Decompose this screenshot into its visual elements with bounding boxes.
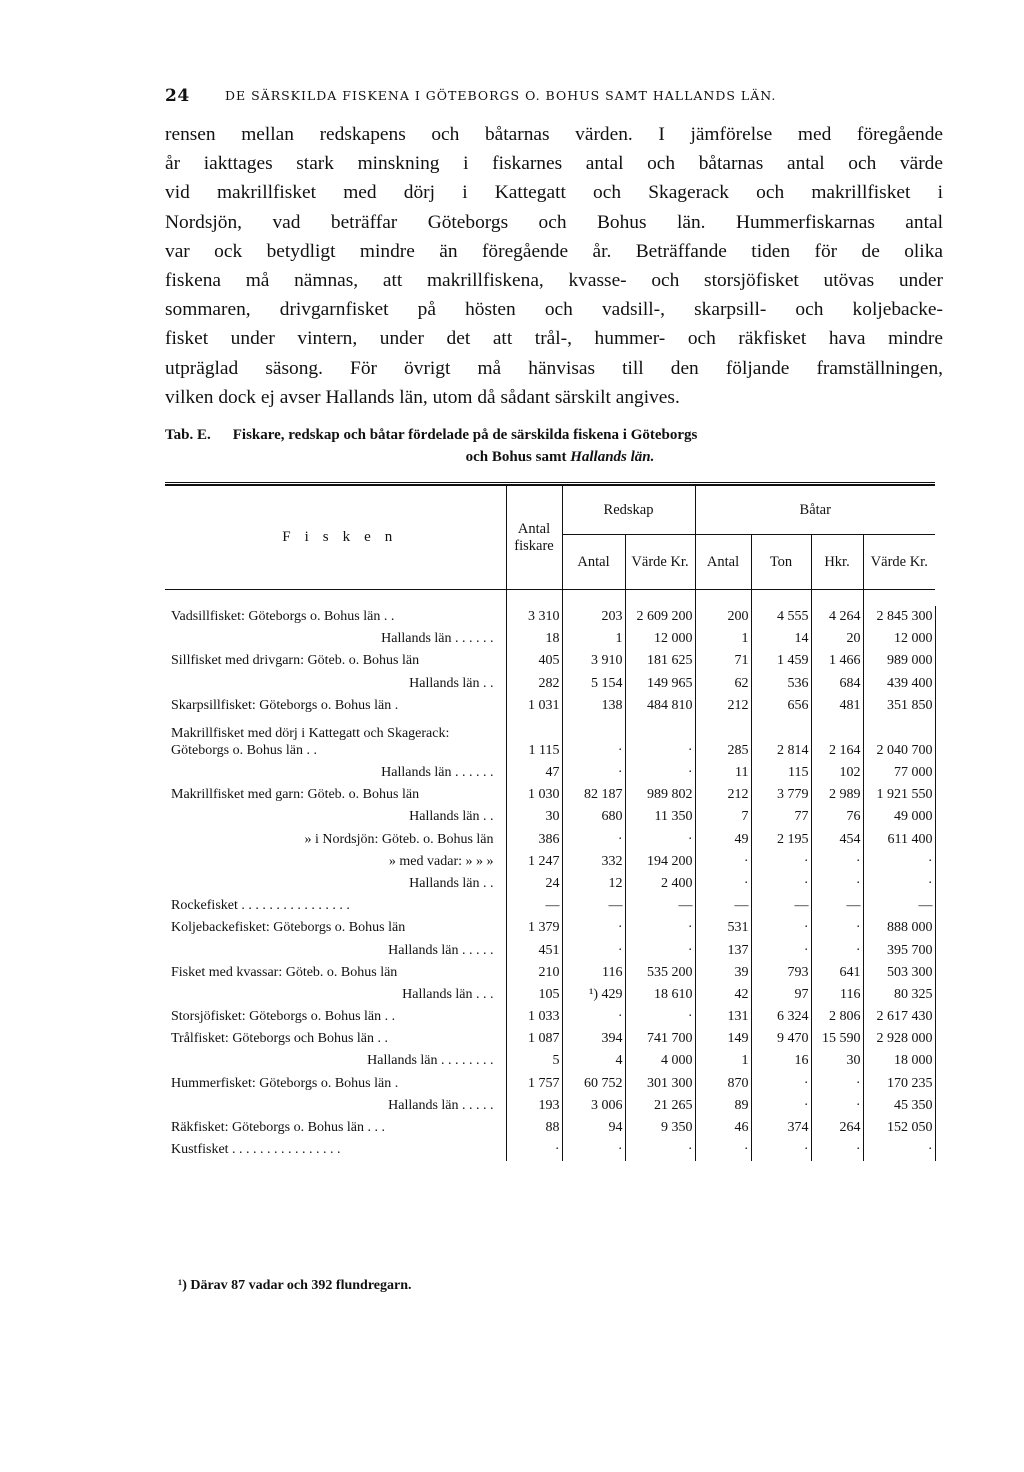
body-line: år iakttages stark minskning i fiskarnes antal och båtarnas antal och värde bbox=[165, 153, 943, 175]
table-cell: 1 459 bbox=[751, 650, 811, 672]
table-cell: — bbox=[751, 895, 811, 917]
table-cell: 80 325 bbox=[863, 984, 935, 1006]
table-cell: 888 000 bbox=[863, 917, 935, 939]
table-cell: 194 200 bbox=[625, 851, 695, 873]
table-cell: 484 810 bbox=[625, 695, 695, 717]
table-cell: 1 247 bbox=[506, 851, 562, 873]
table-cell: · bbox=[625, 829, 695, 851]
table-cell: 1 921 550 bbox=[863, 784, 935, 806]
table-row bbox=[165, 1006, 935, 1028]
table-cell: 374 bbox=[751, 1117, 811, 1139]
table-cell: 11 350 bbox=[625, 806, 695, 828]
table-cell: 5 154 bbox=[562, 673, 625, 695]
table-number: Tab. E. bbox=[165, 427, 211, 443]
table-cell: 47 bbox=[506, 762, 562, 784]
table-cell: 39 bbox=[695, 962, 751, 984]
table-cell: 76 bbox=[811, 806, 863, 828]
table-cell: 3 310 bbox=[506, 606, 562, 628]
table-cell: · bbox=[625, 717, 695, 762]
table-row bbox=[165, 984, 935, 1006]
table-cell: 137 bbox=[695, 939, 751, 961]
table-cell: 3 779 bbox=[751, 784, 811, 806]
table-cell: 193 bbox=[506, 1095, 562, 1117]
table-caption bbox=[165, 424, 955, 468]
header-batar-ton: Ton bbox=[751, 535, 811, 590]
table-cell: 77 bbox=[751, 806, 811, 828]
row-label: Fisket med kvassar: Göteb. o. Bohus län bbox=[171, 964, 398, 980]
table-cell: · bbox=[625, 939, 695, 961]
row-label: Räkfisket: Göteborgs o. Bohus län . . . bbox=[171, 1120, 386, 1136]
table-cell: 149 bbox=[695, 1028, 751, 1050]
table-cell: 20 bbox=[811, 628, 863, 650]
table-cell: 2 195 bbox=[751, 829, 811, 851]
table-cell: 1 030 bbox=[506, 784, 562, 806]
table-row bbox=[165, 873, 935, 895]
table-cell: 11 bbox=[695, 762, 751, 784]
row-label: Hallands län . . . . . bbox=[388, 1097, 494, 1113]
table-cell: 9 350 bbox=[625, 1117, 695, 1139]
table-cell: — bbox=[863, 895, 935, 917]
table-cell: 536 bbox=[751, 673, 811, 695]
table-cell: 684 bbox=[811, 673, 863, 695]
table-row bbox=[165, 695, 935, 717]
table-cell: 1 757 bbox=[506, 1073, 562, 1095]
table-cell: 138 bbox=[562, 695, 625, 717]
table-cell: · bbox=[562, 917, 625, 939]
body-line: utpräglad säsong. För övrigt må hänvisas till den följande framställningen, bbox=[165, 357, 943, 379]
table-cell: 1 bbox=[562, 628, 625, 650]
table-cell: 62 bbox=[695, 673, 751, 695]
table-cell: 1 031 bbox=[506, 695, 562, 717]
table-cell: 116 bbox=[562, 962, 625, 984]
table-cell: 12 bbox=[562, 873, 625, 895]
table-cell: · bbox=[751, 917, 811, 939]
table-cell: 503 300 bbox=[863, 962, 935, 984]
body-line: vilken dock ej avser Hallands län, utom då sådant särskilt angives. bbox=[165, 386, 680, 408]
row-label: Makrillfisket med dörj i Kattegatt och Skagerack: Göteborgs o. Bohus län . . bbox=[171, 725, 450, 758]
table-cell: 395 700 bbox=[863, 939, 935, 961]
row-label: Hallands län . . bbox=[409, 675, 494, 691]
row-label: Hallands län . . bbox=[409, 875, 494, 891]
body-line: sommaren, drivgarnfisket på hösten och vadsill-, skarpsill- och koljebacke- bbox=[165, 299, 943, 321]
table-cell: 451 bbox=[506, 939, 562, 961]
table-cell: 149 965 bbox=[625, 673, 695, 695]
table-cell: 181 625 bbox=[625, 650, 695, 672]
table-cell: 793 bbox=[751, 962, 811, 984]
table-cell: 332 bbox=[562, 851, 625, 873]
table-cell: 30 bbox=[811, 1050, 863, 1072]
table-cell: 45 350 bbox=[863, 1095, 935, 1117]
table-cell: · bbox=[751, 873, 811, 895]
table-cell: 12 000 bbox=[625, 628, 695, 650]
table-row bbox=[165, 1073, 935, 1095]
caption-text: Fiskare, redskap och båtar fördelade på de särskilda fiskena i Göteborgs bbox=[232, 427, 698, 443]
table-row bbox=[165, 1050, 935, 1072]
row-label: Sillfisket med drivgarn: Göteb. o. Bohus län bbox=[171, 653, 420, 669]
table-cell: 2 928 000 bbox=[863, 1028, 935, 1050]
table-cell: 49 bbox=[695, 829, 751, 851]
table-cell: 15 590 bbox=[811, 1028, 863, 1050]
table-cell: 481 bbox=[811, 695, 863, 717]
table-cell: 1 bbox=[695, 1050, 751, 1072]
table-cell: — bbox=[506, 895, 562, 917]
row-label: Hallands län . . . . . bbox=[388, 942, 494, 958]
row-label: Hallands län . . bbox=[409, 809, 494, 825]
header-antal-fiskare: Antal fiskare bbox=[506, 486, 562, 590]
header-redskap-varde: Värde Kr. bbox=[625, 535, 695, 590]
table-cell: 5 bbox=[506, 1050, 562, 1072]
caption-part: och Bohus bbox=[465, 449, 532, 465]
table-cell: 24 bbox=[506, 873, 562, 895]
table-row bbox=[165, 829, 935, 851]
table-cell: — bbox=[695, 895, 751, 917]
running-head bbox=[165, 86, 945, 110]
table-cell: · bbox=[695, 1139, 751, 1161]
table-cell: · bbox=[863, 1139, 935, 1161]
body-line: vid makrillfisket med dörj i Kattegatt och Skagerack och makrillfisket i bbox=[165, 182, 943, 204]
table-cell: 439 400 bbox=[863, 673, 935, 695]
table-cell: 212 bbox=[695, 784, 751, 806]
table-cell: 989 000 bbox=[863, 650, 935, 672]
footnote: ¹) Därav 87 vadar och 392 flundregarn. bbox=[178, 1278, 412, 1293]
caption-part: län. bbox=[630, 449, 655, 465]
table-body bbox=[165, 590, 935, 1162]
table-cell: · bbox=[562, 829, 625, 851]
table-cell: 3 006 bbox=[562, 1095, 625, 1117]
table-cell: 210 bbox=[506, 962, 562, 984]
table-cell: 94 bbox=[562, 1117, 625, 1139]
table-cell: 454 bbox=[811, 829, 863, 851]
table-cell: 535 200 bbox=[625, 962, 695, 984]
header-redskap-antal: Antal bbox=[562, 535, 625, 590]
table-cell: 82 187 bbox=[562, 784, 625, 806]
table-cell: · bbox=[751, 851, 811, 873]
caption-line-1 bbox=[165, 424, 955, 446]
table-cell: 60 752 bbox=[562, 1073, 625, 1095]
table-cell: 2 609 200 bbox=[625, 606, 695, 628]
row-label: Hallands län . . . . . . bbox=[381, 631, 494, 647]
body-line: var ock betydligt mindre än föregående år. Beträffande tiden för de olika bbox=[165, 240, 943, 262]
table-cell: — bbox=[625, 895, 695, 917]
table-cell: — bbox=[562, 895, 625, 917]
table-cell: 77 000 bbox=[863, 762, 935, 784]
table-cell: 1 379 bbox=[506, 917, 562, 939]
table-cell: 21 265 bbox=[625, 1095, 695, 1117]
table-cell: 989 802 bbox=[625, 784, 695, 806]
table-row bbox=[165, 895, 935, 917]
table-row bbox=[165, 806, 935, 828]
body-line: fiskena må nämnas, att makrillfiskena, kvasse- och storsjöfisket utövas under bbox=[165, 269, 943, 291]
table-cell: 641 bbox=[811, 962, 863, 984]
table-cell: 3 910 bbox=[562, 650, 625, 672]
table-cell: 282 bbox=[506, 673, 562, 695]
table-cell: 212 bbox=[695, 695, 751, 717]
table-row bbox=[165, 1095, 935, 1117]
table-cell: 2 164 bbox=[811, 717, 863, 762]
table-row bbox=[165, 606, 935, 628]
table-cell: · bbox=[811, 1139, 863, 1161]
row-label: Koljebackefisket: Göteborgs o. Bohus län bbox=[171, 920, 406, 936]
table-cell: 97 bbox=[751, 984, 811, 1006]
table-cell: · bbox=[863, 851, 935, 873]
table-cell: 1 bbox=[695, 628, 751, 650]
table-cell: 870 bbox=[695, 1073, 751, 1095]
table-row bbox=[165, 717, 935, 762]
table-cell: · bbox=[562, 939, 625, 961]
table-cell: 18 bbox=[506, 628, 562, 650]
table-cell: 741 700 bbox=[625, 1028, 695, 1050]
table-cell: 285 bbox=[695, 717, 751, 762]
caption-part: Hallands bbox=[570, 449, 627, 465]
table-cell: 30 bbox=[506, 806, 562, 828]
table-cell: 89 bbox=[695, 1095, 751, 1117]
row-label: Kustfisket . . . . . . . . . . . . . . . . bbox=[171, 1142, 341, 1158]
table-cell: 16 bbox=[751, 1050, 811, 1072]
table-row bbox=[165, 1117, 935, 1139]
table-cell: · bbox=[695, 873, 751, 895]
table-cell: 2 040 700 bbox=[863, 717, 935, 762]
table-cell: 14 bbox=[751, 628, 811, 650]
row-label: Storsjöfisket: Göteborgs o. Bohus län . . bbox=[171, 1009, 396, 1025]
table-cell: 49 000 bbox=[863, 806, 935, 828]
table-cell: 680 bbox=[562, 806, 625, 828]
table-cell: 4 000 bbox=[625, 1050, 695, 1072]
table-cell: 1 033 bbox=[506, 1006, 562, 1028]
table-row bbox=[165, 673, 935, 695]
table-cell: 4 555 bbox=[751, 606, 811, 628]
table-cell: · bbox=[562, 717, 625, 762]
table-cell: 405 bbox=[506, 650, 562, 672]
table-cell: 152 050 bbox=[863, 1117, 935, 1139]
table-cell: · bbox=[811, 1073, 863, 1095]
row-label: Makrillfisket med garn: Göteb. o. Bohus län bbox=[171, 787, 420, 803]
table-cell: 18 610 bbox=[625, 984, 695, 1006]
table-cell: · bbox=[625, 762, 695, 784]
table-cell: · bbox=[811, 873, 863, 895]
table-row bbox=[165, 762, 935, 784]
table-cell: ¹) 429 bbox=[562, 984, 625, 1006]
row-label: Hallands län . . . . . . bbox=[381, 765, 494, 781]
table-cell: 2 400 bbox=[625, 873, 695, 895]
table-cell: 2 989 bbox=[811, 784, 863, 806]
table-cell: 2 845 300 bbox=[863, 606, 935, 628]
body-line: fisket under vintern, under det att trål-, hummer- och räkfisket hava mindre bbox=[165, 328, 943, 350]
table-row bbox=[165, 628, 935, 650]
header-batar-antal: Antal bbox=[695, 535, 751, 590]
page-number: 24 bbox=[165, 86, 190, 106]
table-cell: 46 bbox=[695, 1117, 751, 1139]
row-label: Hummerfisket: Göteborgs o. Bohus län . bbox=[171, 1075, 399, 1091]
table-cell: 2 814 bbox=[751, 717, 811, 762]
table-row bbox=[165, 962, 935, 984]
table-row bbox=[165, 851, 935, 873]
table-cell: · bbox=[695, 851, 751, 873]
table-cell: 200 bbox=[695, 606, 751, 628]
table-cell: 531 bbox=[695, 917, 751, 939]
table-cell: 6 324 bbox=[751, 1006, 811, 1028]
table-cell: 1 087 bbox=[506, 1028, 562, 1050]
table-cell: · bbox=[751, 939, 811, 961]
table-cell: 9 470 bbox=[751, 1028, 811, 1050]
table-cell: · bbox=[562, 1139, 625, 1161]
body-paragraph bbox=[165, 120, 943, 412]
table-cell: 2 617 430 bbox=[863, 1006, 935, 1028]
table-cell: 105 bbox=[506, 984, 562, 1006]
table-cell: 4 bbox=[562, 1050, 625, 1072]
row-label: » i Nordsjön: Göteb. o. Bohus län bbox=[304, 831, 494, 847]
table-cell: 264 bbox=[811, 1117, 863, 1139]
table-cell: 12 000 bbox=[863, 628, 935, 650]
row-label: Hallands län . . . . . . . . bbox=[367, 1053, 494, 1069]
row-label: Hallands län . . . bbox=[402, 986, 494, 1002]
table-cell: 18 000 bbox=[863, 1050, 935, 1072]
row-label: Skarpsillfisket: Göteborgs o. Bohus län . bbox=[171, 697, 399, 713]
header-batar-varde: Värde Kr. bbox=[863, 535, 935, 590]
table-cell: · bbox=[625, 1139, 695, 1161]
row-label: Trålfisket: Göteborgs och Bohus län . . bbox=[171, 1031, 388, 1047]
body-line: rensen mellan redskapens och båtarnas värden. I jämförelse med föregående bbox=[165, 124, 943, 145]
table-cell: 131 bbox=[695, 1006, 751, 1028]
table-cell: · bbox=[625, 917, 695, 939]
table-row bbox=[165, 1028, 935, 1050]
table-cell: 394 bbox=[562, 1028, 625, 1050]
table-cell: · bbox=[751, 1095, 811, 1117]
table-cell: · bbox=[811, 939, 863, 961]
header-batar: Båtar bbox=[695, 486, 935, 535]
table-cell: 102 bbox=[811, 762, 863, 784]
table-cell: 1 466 bbox=[811, 650, 863, 672]
table-cell: · bbox=[863, 873, 935, 895]
header-batar-hkr: Hkr. bbox=[811, 535, 863, 590]
table-cell: 4 264 bbox=[811, 606, 863, 628]
table-cell: · bbox=[751, 1139, 811, 1161]
table-cell: · bbox=[811, 917, 863, 939]
caption-part: samt bbox=[535, 449, 567, 465]
table-cell: 656 bbox=[751, 695, 811, 717]
table-cell: 301 300 bbox=[625, 1073, 695, 1095]
table-cell: · bbox=[562, 1006, 625, 1028]
table-cell: 7 bbox=[695, 806, 751, 828]
table-cell: 116 bbox=[811, 984, 863, 1006]
statistics-table bbox=[165, 482, 936, 1161]
table-cell: · bbox=[811, 851, 863, 873]
table-row bbox=[165, 939, 935, 961]
row-label: Rockefisket . . . . . . . . . . . . . . . . bbox=[171, 898, 350, 914]
table-cell: 115 bbox=[751, 762, 811, 784]
header-redskap: Redskap bbox=[562, 486, 695, 535]
table-cell: 42 bbox=[695, 984, 751, 1006]
table-cell: — bbox=[811, 895, 863, 917]
table-row bbox=[165, 650, 935, 672]
caption-line-2 bbox=[165, 446, 955, 468]
table-row bbox=[165, 784, 935, 806]
table-row bbox=[165, 917, 935, 939]
table-cell: 71 bbox=[695, 650, 751, 672]
table-cell: · bbox=[506, 1139, 562, 1161]
body-line: Nordsjön, vad beträffar Göteborgs och Bohus län. Hummerfiskarnas antal bbox=[165, 211, 943, 233]
table-cell: 351 850 bbox=[863, 695, 935, 717]
table-cell: 386 bbox=[506, 829, 562, 851]
running-title: DE SÄRSKILDA FISKENA I GÖTEBORGS O. BOHUS SAMT HALLANDS LÄN. bbox=[225, 88, 777, 103]
table-cell: · bbox=[562, 762, 625, 784]
table-cell: 203 bbox=[562, 606, 625, 628]
table-cell: 611 400 bbox=[863, 829, 935, 851]
row-label: » med vadar: » » » bbox=[388, 853, 494, 869]
table-cell: · bbox=[811, 1095, 863, 1117]
table-cell: 1 115 bbox=[506, 717, 562, 762]
header-fisken: Fisken bbox=[282, 529, 407, 545]
table-cell: 2 806 bbox=[811, 1006, 863, 1028]
table-cell: · bbox=[751, 1073, 811, 1095]
table-cell: 170 235 bbox=[863, 1073, 935, 1095]
row-label: Vadsillfisket: Göteborgs o. Bohus län . . bbox=[171, 609, 395, 625]
table-cell: 88 bbox=[506, 1117, 562, 1139]
table-cell: · bbox=[625, 1006, 695, 1028]
table-row bbox=[165, 1139, 935, 1161]
